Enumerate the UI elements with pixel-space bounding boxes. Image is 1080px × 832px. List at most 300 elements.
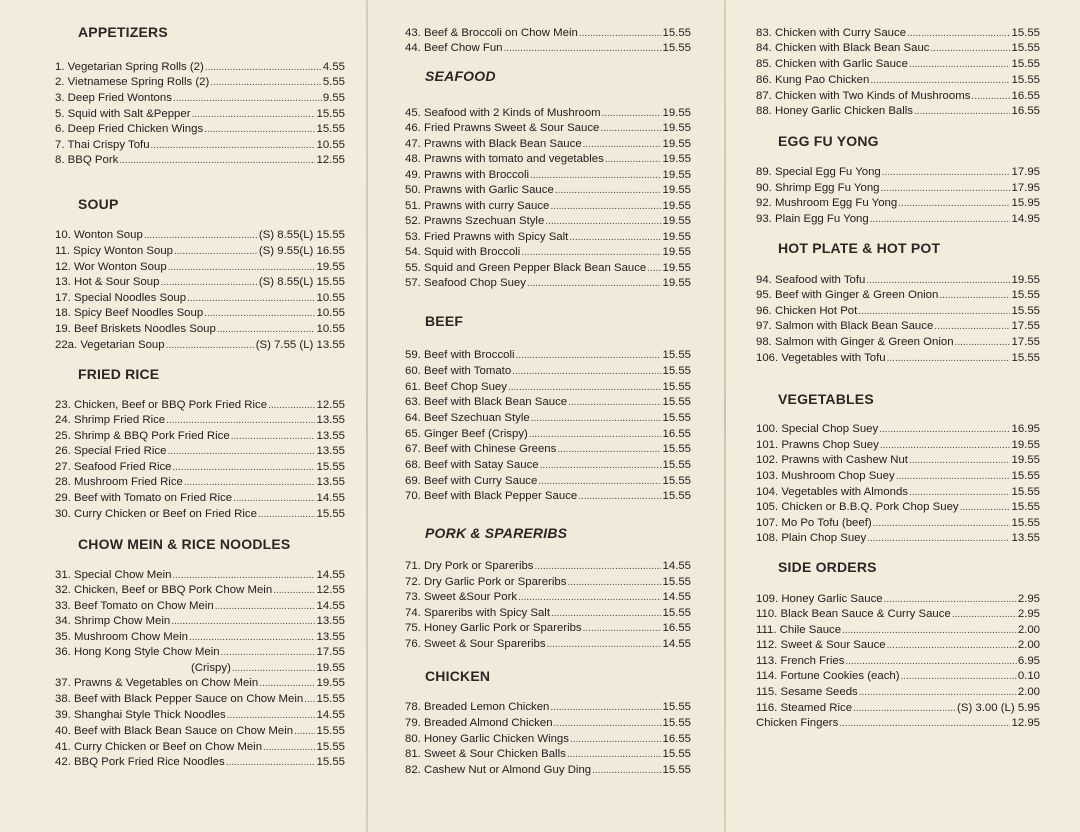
- menu-item: [55, 260, 345, 274]
- menu-item-price: 15.55: [316, 756, 345, 768]
- menu-item-name: 43. Beef & Broccoli on Chow Mein: [405, 27, 578, 39]
- menu-item: [405, 214, 691, 228]
- menu-item-price: 19.55: [662, 138, 691, 150]
- menu-item: [405, 700, 691, 714]
- menu-item-name: 83. Chicken with Curry Sauce: [756, 27, 907, 39]
- menu-item-price: 19.55: [662, 277, 691, 289]
- menu-item-price: 17.55: [316, 646, 345, 658]
- menu-item: [55, 398, 345, 412]
- dot-leader: [221, 645, 316, 660]
- dot-leader: [845, 654, 1016, 669]
- menu-item-price: 15.55: [1011, 27, 1040, 39]
- menu-item: [756, 26, 1040, 40]
- dot-leader: [955, 335, 1011, 350]
- dot-leader: [931, 41, 1011, 56]
- menu-item-price: 13.55: [316, 476, 345, 488]
- menu-item-name: 74. Spareribs with Spicy Salt: [405, 607, 550, 619]
- menu-item-price: 19.55: [662, 169, 691, 181]
- menu-item: [756, 335, 1040, 349]
- menu-item: [756, 319, 1040, 333]
- menu-item-name: 23. Chicken, Beef or BBQ Pork Fried Rice: [55, 399, 268, 411]
- menu-item-name: 57. Seafood Chop Suey: [405, 277, 526, 289]
- menu-item-name: 90. Shrimp Egg Fu Yong: [756, 182, 880, 194]
- dot-leader: [939, 288, 1010, 303]
- menu-item: [756, 654, 1040, 668]
- menu-item: [55, 491, 345, 505]
- menu-item: [405, 199, 691, 213]
- menu-item-price: 15.55: [662, 459, 691, 471]
- menu-item: [55, 75, 345, 89]
- menu-item-name: 38. Beef with Black Pepper Sauce on Chow Mein: [55, 693, 304, 705]
- menu-item-price: 16.55: [1011, 90, 1040, 102]
- dot-leader: [568, 395, 661, 410]
- menu-item-price: 15.55: [1011, 352, 1040, 364]
- menu-item-name: 27. Seafood Fried Rice: [55, 461, 172, 473]
- menu-item-price: 14.55: [316, 569, 345, 581]
- menu-item-name: 88. Honey Garlic Chicken Balls: [756, 105, 914, 117]
- menu-item: [756, 623, 1040, 637]
- menu-item-price: 0.10: [1017, 670, 1040, 682]
- dot-leader: [273, 583, 315, 598]
- dot-leader: [896, 469, 1011, 484]
- menu-item-name: 3. Deep Fried Wontons: [55, 92, 172, 104]
- menu-item-price: 19.55: [316, 662, 345, 674]
- dot-leader: [605, 152, 662, 167]
- dot-leader: [884, 592, 1017, 607]
- dot-leader: [217, 322, 316, 337]
- dot-leader: [173, 568, 316, 583]
- menu-item-price: 19.55: [316, 677, 345, 689]
- menu-item-name: 75. Honey Garlic Pork or Spareribs: [405, 622, 582, 634]
- dot-leader: [567, 575, 661, 590]
- menu-item: [55, 91, 345, 105]
- menu-item-name: 52. Prawns Szechuan Style: [405, 215, 545, 227]
- menu-item: [405, 489, 691, 503]
- dot-leader: [870, 212, 1011, 227]
- menu-item: [756, 453, 1040, 467]
- menu-item: [756, 165, 1040, 179]
- dot-leader: [867, 531, 1010, 546]
- menu-item-price: 17.55: [1011, 336, 1040, 348]
- menu-item-name: 11. Spicy Wonton Soup: [55, 245, 173, 257]
- menu-item-name: 78. Breaded Lemon Chicken: [405, 701, 550, 713]
- menu-item-name: 113. French Fries: [756, 655, 845, 667]
- section-heading: FRIED RICE: [78, 366, 160, 382]
- menu-item: [756, 73, 1040, 87]
- menu-item-price: 12.55: [316, 399, 345, 411]
- dot-leader: [842, 623, 1017, 638]
- dot-leader: [898, 196, 1010, 211]
- menu-item: [55, 122, 345, 136]
- dot-leader: [294, 724, 315, 739]
- menu-item-name: 92. Mushroom Egg Fu Yong: [756, 197, 898, 209]
- menu-item: [405, 261, 691, 275]
- menu-item: [405, 41, 691, 55]
- menu-item-price: 15.55: [662, 607, 691, 619]
- dot-leader: [168, 260, 316, 275]
- menu-item: [55, 724, 345, 738]
- menu-item-price: 19.55: [662, 122, 691, 134]
- dot-leader: [887, 638, 1017, 653]
- menu-item-name: 97. Salmon with Black Bean Sauce: [756, 320, 934, 332]
- menu-item-name: 67. Beef with Chinese Greens: [405, 443, 557, 455]
- menu-item-price: 4.55: [322, 61, 345, 73]
- menu-item: [55, 228, 345, 242]
- menu-item: [55, 583, 345, 597]
- menu-item-name: 32. Chicken, Beef or BBQ Pork Chow Mein: [55, 584, 273, 596]
- dot-leader: [151, 138, 316, 153]
- menu-item-price: 14.95: [1011, 213, 1040, 225]
- menu-item-name: 115. Sesame Seeds: [756, 686, 858, 698]
- dot-leader: [555, 183, 662, 198]
- dot-leader: [166, 338, 255, 353]
- dot-leader: [263, 740, 315, 755]
- dot-leader: [189, 630, 316, 645]
- menu-item-price: 2.95: [1017, 593, 1040, 605]
- menu-item: [405, 106, 691, 120]
- menu-item-name: 18. Spicy Beef Noodles Soup: [55, 307, 204, 319]
- dot-leader: [880, 181, 1010, 196]
- menu-item-name: 47. Prawns with Black Bean Sauce: [405, 138, 582, 150]
- menu-item-price: 19.55: [662, 200, 691, 212]
- menu-item-name: 41. Curry Chicken or Beef on Chow Mein: [55, 741, 263, 753]
- menu-item-price: (S) 8.55(L) 15.55: [258, 229, 345, 241]
- menu-item-price: 15.55: [662, 365, 691, 377]
- menu-item-price: 15.55: [316, 108, 345, 120]
- menu-item-price: 10.55: [316, 323, 345, 335]
- dot-leader: [504, 41, 662, 56]
- menu-item: [756, 716, 1040, 730]
- dot-leader: [879, 422, 1010, 437]
- menu-item-price: 9.55: [322, 92, 345, 104]
- menu-item: [55, 60, 345, 74]
- menu-item-name: 19. Beef Briskets Noodles Soup: [55, 323, 216, 335]
- dot-leader: [187, 291, 315, 306]
- menu-item-name: 103. Mushroom Chop Suey: [756, 470, 895, 482]
- menu-item-price: 17.95: [1011, 166, 1040, 178]
- fold-divider: [366, 0, 368, 832]
- dot-leader: [554, 716, 662, 731]
- menu-item-name: 101. Prawns Chop Suey: [756, 439, 879, 451]
- menu-item: [405, 230, 691, 244]
- menu-item-name: 31. Special Chow Mein: [55, 569, 172, 581]
- menu-item-price: (S) 9.55(L) 16.55: [258, 245, 345, 257]
- menu-item-name: 94. Seafood with Tofu: [756, 274, 866, 286]
- menu-item-name: 59. Beef with Broccoli: [405, 349, 515, 361]
- menu-item-name: 29. Beef with Tomato on Fried Rice: [55, 492, 233, 504]
- dot-leader: [907, 26, 1010, 41]
- dot-leader: [171, 614, 315, 629]
- dot-leader: [226, 755, 316, 770]
- dot-leader: [204, 306, 315, 321]
- menu-item-name: 106. Vegetables with Tofu: [756, 352, 886, 364]
- menu-item-name: 108. Plain Chop Suey: [756, 532, 867, 544]
- dot-leader: [882, 165, 1011, 180]
- dot-leader: [960, 500, 1011, 515]
- menu-item-price: 12.55: [316, 154, 345, 166]
- menu-item: [55, 614, 345, 628]
- dot-leader: [530, 168, 661, 183]
- dot-leader: [858, 304, 1010, 319]
- dot-leader: [839, 716, 1010, 731]
- menu-item-price: 16.55: [662, 733, 691, 745]
- menu-item: [405, 348, 691, 362]
- menu-item-price: (S) 8.55(L) 15.55: [258, 276, 345, 288]
- menu-item-price: 10.55: [316, 292, 345, 304]
- menu-item: [55, 107, 345, 121]
- menu-item-price: 10.55: [316, 139, 345, 151]
- menu-item: [405, 276, 691, 290]
- dot-leader: [873, 516, 1011, 531]
- menu-item-price: 13.55: [316, 414, 345, 426]
- menu-item-name: 102. Prawns with Cashew Nut: [756, 454, 908, 466]
- menu-item-price: 15.55: [662, 748, 691, 760]
- dot-leader: [268, 398, 315, 413]
- menu-item: [55, 475, 345, 489]
- menu-item-name: 73. Sweet &Sour Pork: [405, 591, 518, 603]
- dot-leader: [569, 230, 661, 245]
- menu-item: [55, 507, 345, 521]
- menu-item-name: 37. Prawns & Vegetables on Chow Mein: [55, 677, 259, 689]
- dot-leader: [578, 489, 661, 504]
- menu-item-name: 51. Prawns with curry Sauce: [405, 200, 550, 212]
- menu-item-name: 12. Wor Wonton Soup: [55, 261, 167, 273]
- menu-item: [756, 104, 1040, 118]
- menu-item-price: 15.55: [1011, 501, 1040, 513]
- dot-leader: [901, 669, 1017, 684]
- menu-item: [55, 599, 345, 613]
- menu-item-name: 63. Beef with Black Bean Sauce: [405, 396, 568, 408]
- menu-item-name: 107. Mo Po Tofu (beef): [756, 517, 872, 529]
- menu-item: [405, 575, 691, 589]
- menu-item: [756, 212, 1040, 226]
- menu-item-price: 13.55: [316, 631, 345, 643]
- menu-item-price: 17.95: [1011, 182, 1040, 194]
- menu-item-price: 14.55: [662, 638, 691, 650]
- menu-item-price: 19.55: [1011, 274, 1040, 286]
- dot-leader: [870, 73, 1010, 88]
- menu-item-price: 15.55: [662, 475, 691, 487]
- menu-item-name: 114. Fortune Cookies (each): [756, 670, 900, 682]
- menu-item-price: 15.55: [316, 508, 345, 520]
- menu-item-name: 39. Shanghai Style Thick Noodles: [55, 709, 226, 721]
- menu-item-name: 44. Beef Chow Fun: [405, 42, 503, 54]
- menu-item-price: 15.55: [316, 123, 345, 135]
- menu-item-name: 28. Mushroom Fried Rice: [55, 476, 183, 488]
- dot-leader: [909, 485, 1011, 500]
- menu-item-name: 82. Cashew Nut or Almond Guy Ding: [405, 764, 592, 776]
- menu-item: [756, 57, 1040, 71]
- menu-item-name: 87. Chicken with Two Kinds of Mushrooms: [756, 90, 971, 102]
- menu-item-price: 13.55: [316, 430, 345, 442]
- section-heading: BEEF: [425, 313, 464, 329]
- menu-item-name: 25. Shrimp & BBQ Pork Fried Rice: [55, 430, 230, 442]
- menu-item-name: 13. Hot & Sour Soup: [55, 276, 160, 288]
- section-heading: CHOW MEIN & RICE NOODLES: [78, 536, 291, 552]
- menu-item-price: 15.55: [316, 693, 345, 705]
- menu-item: [756, 273, 1040, 287]
- menu-item-price: 19.55: [662, 246, 691, 258]
- menu-item-name: 71. Dry Pork or Spareribs: [405, 560, 534, 572]
- dot-leader: [518, 590, 661, 605]
- menu-item: [191, 661, 345, 675]
- menu-item: [55, 740, 345, 754]
- menu-item-name: 72. Dry Garlic Pork or Spareribs: [405, 576, 567, 588]
- menu-item-price: 15.55: [1011, 289, 1040, 301]
- menu-item: [405, 442, 691, 456]
- menu-item-price: 14.55: [316, 600, 345, 612]
- menu-item-price: 15.55: [1011, 58, 1040, 70]
- menu-item-name: 84. Chicken with Black Bean Sauc: [756, 42, 930, 54]
- dot-leader: [231, 429, 316, 444]
- dot-leader: [540, 458, 662, 473]
- dot-leader: [859, 685, 1017, 700]
- menu-item: [405, 763, 691, 777]
- menu-item-price: 19.55: [1011, 454, 1040, 466]
- menu-item-price: 14.55: [316, 492, 345, 504]
- menu-item: [405, 152, 691, 166]
- menu-item-name: 2. Vietnamese Spring Rolls (2): [55, 76, 210, 88]
- menu-item-name: 81. Sweet & Sour Chicken Balls: [405, 748, 566, 760]
- menu-item-name: 69. Beef with Curry Sauce: [405, 475, 538, 487]
- section-heading: CHICKEN: [425, 668, 491, 684]
- menu-item: [756, 638, 1040, 652]
- menu-item-name: 79. Breaded Almond Chicken: [405, 717, 553, 729]
- menu-item-price: 15.55: [1011, 486, 1040, 498]
- menu-item-price: 15.55: [662, 412, 691, 424]
- menu-item: [756, 531, 1040, 545]
- dot-leader: [600, 121, 661, 136]
- dot-leader: [647, 261, 661, 276]
- menu-item: [405, 26, 691, 40]
- menu-item-name: 36. Hong Kong Style Chow Mein: [55, 646, 220, 658]
- menu-item: [405, 606, 691, 620]
- menu-item-name: (Crispy): [191, 662, 231, 674]
- menu-item: [55, 413, 345, 427]
- menu-item: [55, 138, 345, 152]
- menu-item: [756, 701, 1040, 715]
- menu-item-price: 16.95: [1011, 423, 1040, 435]
- menu-item: [756, 685, 1040, 699]
- menu-item-name: 65. Ginger Beef (Crispy): [405, 428, 528, 440]
- menu-item: [405, 637, 691, 651]
- menu-item: [756, 500, 1040, 514]
- dot-leader: [853, 701, 956, 716]
- menu-item-name: 68. Beef with Satay Sauce: [405, 459, 539, 471]
- menu-item: [405, 380, 691, 394]
- menu-item-name: 95. Beef with Ginger & Green Onion: [756, 289, 939, 301]
- menu-item-name: 48. Prawns with tomato and vegetables: [405, 153, 604, 165]
- dot-leader: [887, 351, 1011, 366]
- menu-item: [55, 676, 345, 690]
- menu-item-name: 105. Chicken or B.B.Q. Pork Chop Suey: [756, 501, 959, 513]
- dot-leader: [547, 637, 662, 652]
- dot-leader: [880, 438, 1011, 453]
- menu-item-price: 16.55: [662, 428, 691, 440]
- menu-item-name: 54. Squid with Broccoli: [405, 246, 521, 258]
- menu-item: [55, 275, 345, 289]
- dot-leader: [160, 275, 257, 290]
- menu-item-price: 19.55: [662, 184, 691, 196]
- menu-item: [756, 41, 1040, 55]
- menu-item: [756, 351, 1040, 365]
- menu-item: [55, 692, 345, 706]
- dot-leader: [583, 621, 662, 636]
- menu-item-price: 15.55: [662, 42, 691, 54]
- menu-item-name: 98. Salmon with Ginger & Green Onion: [756, 336, 954, 348]
- menu-item: [405, 364, 691, 378]
- menu-item: [55, 306, 345, 320]
- menu-item-price: 19.55: [662, 262, 691, 274]
- menu-item: [55, 630, 345, 644]
- menu-item-name: Chicken Fingers: [756, 717, 839, 729]
- menu-item-price: 15.55: [1011, 470, 1040, 482]
- menu-item-price: 15.55: [662, 27, 691, 39]
- menu-item: [55, 153, 345, 167]
- menu-item-name: 7. Thai Crispy Tofu: [55, 139, 150, 151]
- menu-item-price: 12.55: [316, 584, 345, 596]
- menu-item: [756, 422, 1040, 436]
- dot-leader: [173, 91, 322, 106]
- menu-item-price: 15.55: [662, 381, 691, 393]
- menu-item-price: 15.55: [662, 396, 691, 408]
- menu-item: [405, 559, 691, 573]
- menu-item-name: 112. Sweet & Sour Sauce: [756, 639, 886, 651]
- menu-item: [405, 411, 691, 425]
- dot-leader: [567, 747, 662, 762]
- menu-item-price: 15.55: [662, 576, 691, 588]
- menu-item-name: 49. Prawns with Broccoli: [405, 169, 530, 181]
- menu-item-name: 116. Steamed Rice: [756, 702, 853, 714]
- dot-leader: [210, 75, 322, 90]
- menu-item-price: 19.55: [662, 153, 691, 165]
- dot-leader: [914, 104, 1010, 119]
- menu-item-name: 24. Shrimp Fried Rice: [55, 414, 166, 426]
- menu-item: [405, 245, 691, 259]
- menu-item: [756, 592, 1040, 606]
- menu-item: [405, 732, 691, 746]
- menu-item: [405, 621, 691, 635]
- menu-item: [756, 438, 1040, 452]
- menu-item-price: 14.55: [662, 560, 691, 572]
- menu-item-price: 15.55: [316, 725, 345, 737]
- menu-item-name: 109. Honey Garlic Sauce: [756, 593, 883, 605]
- dot-leader: [184, 475, 316, 490]
- menu-item-price: 6.95: [1017, 655, 1040, 667]
- menu-item-price: 5.55: [322, 76, 345, 88]
- menu-item: [55, 244, 345, 258]
- dot-leader: [205, 60, 322, 75]
- menu-item-price: 15.55: [662, 701, 691, 713]
- menu-item: [55, 291, 345, 305]
- menu-item: [405, 137, 691, 151]
- menu-item: [756, 607, 1040, 621]
- menu-item-price: 13.55: [1011, 532, 1040, 544]
- menu-item-name: 34. Shrimp Chow Mein: [55, 615, 171, 627]
- dot-leader: [529, 427, 662, 442]
- menu-item-price: 19.55: [662, 107, 691, 119]
- dot-leader: [174, 244, 258, 259]
- menu-item: [55, 755, 345, 769]
- menu-item-name: 89. Special Egg Fu Yong: [756, 166, 881, 178]
- dot-leader: [579, 26, 662, 41]
- menu-item-price: 15.95: [1011, 197, 1040, 209]
- dot-leader: [535, 559, 662, 574]
- menu-item: [405, 716, 691, 730]
- menu-item-price: 10.55: [316, 307, 345, 319]
- dot-leader: [512, 364, 661, 379]
- menu-item: [756, 485, 1040, 499]
